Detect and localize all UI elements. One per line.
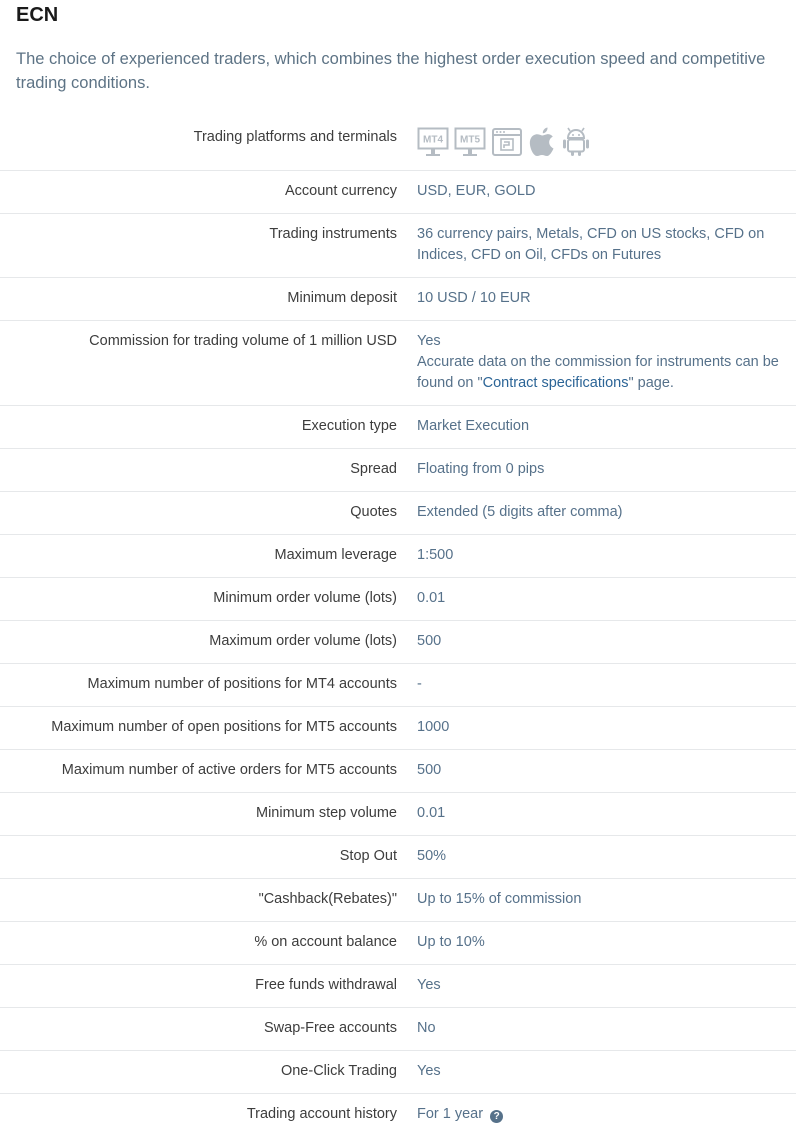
row-label: Spread — [350, 461, 397, 477]
row-value: 1:500 — [417, 547, 454, 563]
row-value: Up to 10% — [417, 934, 485, 950]
row-label: Minimum deposit — [287, 290, 397, 306]
table-row — [0, 965, 796, 1008]
table-row — [0, 750, 796, 793]
table-row — [0, 278, 796, 321]
row-value — [397, 321, 796, 406]
row-value: Floating from 0 pips — [417, 461, 545, 477]
row-value: Extended (5 digits after comma) — [417, 504, 623, 520]
row-label: Trading instruments — [269, 226, 397, 242]
row-value: - — [417, 676, 422, 692]
commission-note: Accurate data on the commission for instruments can be found on " — [417, 354, 779, 391]
row-label: Swap-Free accounts — [264, 1020, 397, 1036]
mt4-icon[interactable] — [417, 126, 449, 158]
table-row — [0, 578, 796, 621]
row-value: 0.01 — [417, 590, 446, 606]
row-label: Minimum step volume — [255, 805, 397, 821]
apple-icon[interactable] — [528, 126, 556, 158]
history-value: For 1 year — [417, 1106, 484, 1122]
row-label: Minimum order volume (lots) — [213, 590, 397, 606]
row-label: Maximum number of positions for MT4 accounts — [87, 676, 397, 692]
table-row — [0, 1094, 796, 1137]
row-label: Maximum order volume (lots) — [209, 633, 397, 649]
row-label: % on account balance — [254, 934, 397, 950]
table-row — [0, 214, 796, 278]
table-row — [0, 621, 796, 664]
row-value: 36 currency pairs, Metals, CFD on US stocks, CFD on Indices, CFD on Oil, CFDs on Futures — [417, 226, 765, 263]
table-row — [0, 535, 796, 578]
table-row — [0, 406, 796, 449]
row-label: Execution type — [301, 418, 397, 434]
mt5-label: MT5 — [460, 134, 480, 146]
page-title: ECN — [16, 4, 59, 26]
contract-specifications-link[interactable]: Contract specifications — [482, 375, 629, 391]
row-label: One-Click Trading — [280, 1063, 397, 1079]
row-label: Trading account history — [246, 1106, 397, 1122]
table-row — [0, 836, 796, 879]
table-row — [0, 1051, 796, 1094]
row-value: 1000 — [417, 719, 450, 735]
row-value: Yes — [417, 1063, 441, 1079]
row-value — [397, 1094, 796, 1137]
web-terminal-icon[interactable] — [491, 126, 523, 158]
table-row — [0, 793, 796, 836]
row-value: Yes — [417, 977, 441, 993]
row-label: Maximum number of open positions for MT5 accounts — [51, 719, 397, 735]
commission-note-end: " page. — [628, 375, 674, 391]
table-row — [0, 117, 796, 171]
row-value: Up to 15% of commission — [417, 891, 582, 907]
row-value — [397, 117, 796, 171]
row-label: Quotes — [350, 504, 397, 520]
row-value: 50% — [417, 848, 447, 864]
account-conditions-table — [0, 117, 796, 1136]
commission-value: Yes — [417, 333, 441, 349]
row-label: Commission for trading volume of 1 million USD — [89, 333, 397, 349]
row-label: Maximum leverage — [274, 547, 397, 563]
row-label: "Cashback(Rebates)" — [258, 891, 397, 907]
platform-icons — [417, 125, 796, 159]
page-subtitle: The choice of experienced traders, which combines the highest order execution speed and competitive trading conditions. — [16, 50, 766, 92]
mt4-label: MT4 — [423, 134, 443, 146]
table-row — [0, 492, 796, 535]
row-value: No — [417, 1020, 436, 1036]
row-value: 0.01 — [417, 805, 446, 821]
row-value: Market Execution — [417, 418, 530, 434]
mt5-icon[interactable] — [454, 126, 486, 158]
row-label: Trading platforms and terminals — [193, 129, 397, 145]
row-label: Stop Out — [339, 848, 397, 864]
row-value: USD, EUR, GOLD — [417, 183, 536, 199]
row-value: 500 — [417, 762, 442, 778]
android-icon[interactable] — [561, 126, 591, 158]
table-row — [0, 321, 796, 406]
row-value: 500 — [417, 633, 442, 649]
table-row — [0, 171, 796, 214]
table-row — [0, 707, 796, 750]
row-label: Account currency — [284, 183, 397, 199]
row-value: 10 USD / 10 EUR — [417, 290, 531, 306]
table-row — [0, 1008, 796, 1051]
table-row — [0, 879, 796, 922]
table-row — [0, 664, 796, 707]
table-row — [0, 922, 796, 965]
table-row — [0, 449, 796, 492]
row-label: Maximum number of active orders for MT5 accounts — [61, 762, 397, 778]
row-label: Free funds withdrawal — [255, 977, 397, 993]
question-circle-icon[interactable]: ? — [490, 1110, 503, 1123]
